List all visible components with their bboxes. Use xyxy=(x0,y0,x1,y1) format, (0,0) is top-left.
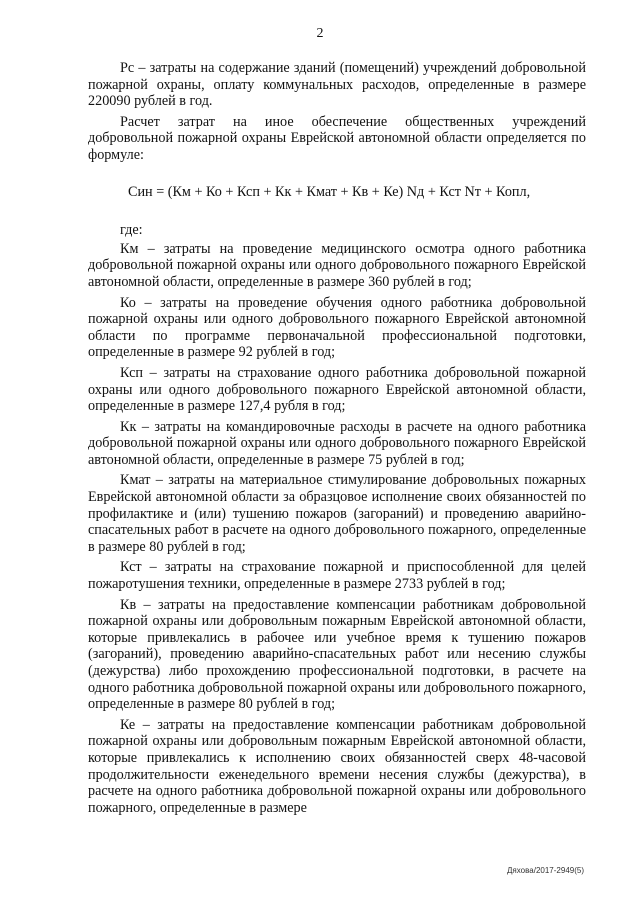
cost-formula: Син = (Км + Ко + Ксп + Кк + Кмат + Кв + Ке) Nд + Кст Nт + Копл, xyxy=(128,183,531,200)
definition-kk: Кк – затраты на командировочные расходы в расчете на одного работника добровольной пожарной охраны или одного добровольного пожарного Еврейской автономной области, определенные в размере 75 рублей в год; xyxy=(88,418,586,468)
definition-km: Км – затраты на проведение медицинского осмотра одного работника добровольной пожарной охраны или одного добровольного пожарного Еврейской автономной области, определенные в размере 360 рублей в год; xyxy=(88,240,586,290)
paragraph-formula-intro: Расчет затрат на иное обеспечение общественных учреждений добровольной пожарной охраны Еврейской автономной области определяется по формуле: xyxy=(88,113,586,163)
definition-ko: Ко – затраты на проведение обучения одного работника добровольной пожарной охраны или одного добровольного пожарного Еврейской автономной области по программе первоначальной профессиональной подготовки, определенные в размере 92 рублей в год; xyxy=(88,294,586,361)
definition-kv: Кв – затраты на предоставление компенсации работникам добровольной пожарной охраны или добровольным пожарным Еврейской автономной области, которые привлекались в рабочее или учебное время к тушению пожаров (загораний), проведению аварийно-спасательных работ или несению службы (дежурства) либо прохождению профессиональной подготовки, в расчете на одного работника добровольной пожарной охраны или добровольного пожарного, определенные в размере 80 рублей в год; xyxy=(88,596,586,713)
document-body xyxy=(88,60,586,820)
definition-ke: Ке – затраты на предоставление компенсации работникам добровольной пожарной охраны или добровольным пожарным Еврейской автономной области, которые привлекались к исполнению своих обязанностей сверх 48-часовой продолжительности еженедельного времени несения службы (дежурства), в расчете на одного работника добровольной пожарной охраны или добровольного пожарного, определенные в размере xyxy=(88,716,586,816)
definition-ksp: Ксп – затраты на страхование одного работника добровольной пожарной охраны или одного добровольного пожарного Еврейской автономной области, определенные в размере 127,4 рубля в год; xyxy=(88,364,586,415)
document-footer-code: Дяхова/2017-2949(5) xyxy=(507,866,584,875)
definition-kst: Кст – затраты на страхование пожарной и приспособленной для целей пожаротушения техники, определенные в размере 2733 рублей в год; xyxy=(88,559,586,593)
paragraph-rc: Рс – затраты на содержание зданий (помещений) учреждений добровольной пожарной охраны, оплату коммунальных расходов, определенные в размере 220090 рублей в год. xyxy=(88,60,586,110)
page-number: 2 xyxy=(316,26,324,41)
where-label: где: xyxy=(120,222,143,239)
definition-kmat: Кмат – затраты на материальное стимулирование добровольных пожарных Еврейской автономной области за образцовое исполнение своих обязанностей по профилактике и (или) тушению пожаров (загораний) и проведению аварийно-спасательных работ в расчете на одного добровольного пожарного, определенные в размере 80 рублей в год; xyxy=(88,472,586,555)
